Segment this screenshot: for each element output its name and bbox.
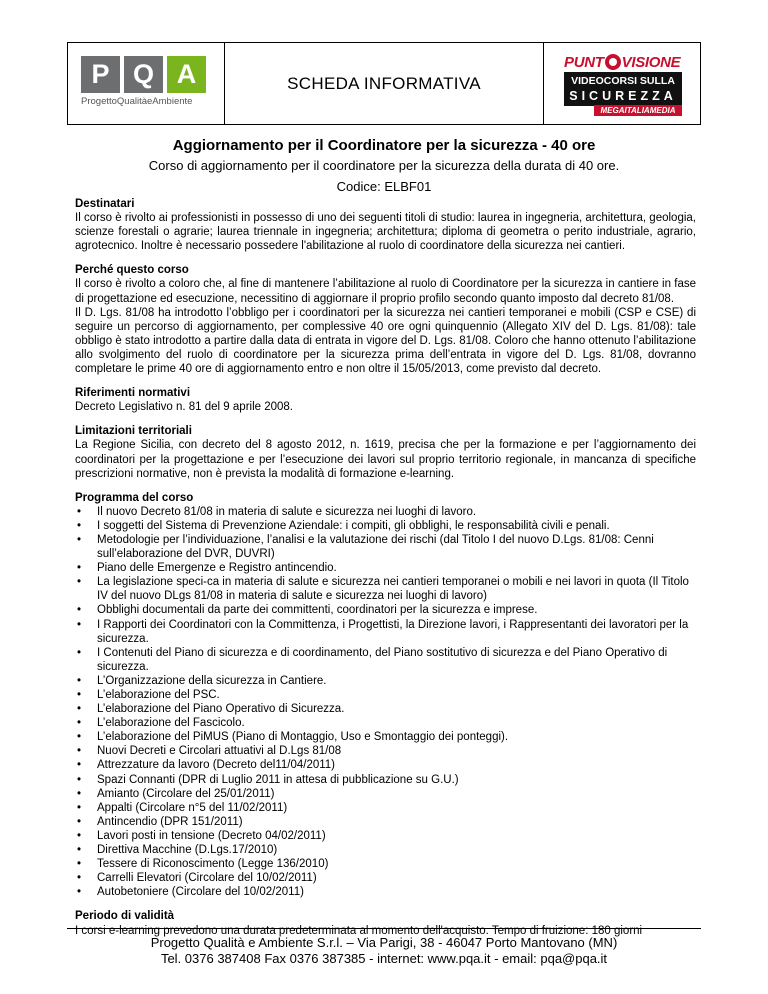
list-item: • Tessere di Riconoscimento (Legge 136/2010): [75, 857, 696, 871]
list-item: • L’Organizzazione della sicurezza in Cantiere.: [75, 674, 696, 688]
pqa-logo: [81, 56, 213, 112]
puntovisione-logo-box: [564, 72, 682, 106]
section-destinatari: [75, 197, 696, 253]
list-item: • Carrelli Elevatori (Circolare del 10/02/2011): [75, 871, 696, 885]
list-item: • L’elaborazione del Fascicolo.: [75, 716, 696, 730]
list-item: • L’elaborazione del Piano Operativo di Sicurezza.: [75, 702, 696, 716]
section-text: Decreto Legislativo n. 81 del 9 aprile 2008.: [75, 401, 294, 414]
section-limitazioni: [75, 424, 696, 480]
program-list: [75, 505, 696, 900]
list-item: • Antincendio (DPR 151/2011): [75, 815, 696, 829]
puntovisione-logo-cell: [543, 43, 700, 124]
puntovisione-logo-word-right: VISIONE: [621, 53, 681, 71]
pqa-logo-tagline: ProgettoQualitàeAmbiente: [81, 96, 193, 107]
pqa-logo-letter-p: P: [81, 56, 120, 93]
list-item: • Amianto (Circolare del 25/01/2011): [75, 787, 696, 801]
section-heading: Periodo di validità: [75, 910, 175, 923]
pqa-logo-letter-a: A: [167, 56, 206, 93]
section-heading: Programma del corso: [75, 491, 194, 504]
list-item: • I Contenuti del Piano di sicurezza e di coordinamento, del Piano sostitutivo di sicurezza e del Piano Operativo di sicurezza.: [75, 646, 696, 674]
list-item: • Attrezzature da lavoro (Decreto del11/04/2011): [75, 758, 696, 772]
document-subtitle: Corso di aggiornamento per il coordinatore per la sicurezza della durata di 40 ore.: [148, 158, 620, 173]
document-title: Aggiornamento per il Coordinatore per la sicurezza - 40 ore: [172, 137, 596, 154]
eye-icon: [605, 54, 621, 70]
section-text: Il corso è rivolto a coloro che, al fine di mantenere l’abilitazione al ruolo di Coordinatore per la sicurezza in cantiere in fase di progettazione ed esecuzione, necessitino di aggiornare il proprio profilo secondo quanto imposto dal decreto 81/08.: [75, 278, 696, 305]
list-item: • Il nuovo Decreto 81/08 in materia di salute e sicurezza nei luoghi di lavoro.: [75, 505, 696, 519]
puntovisione-logo-top: [564, 53, 682, 71]
section-heading: Destinatari: [75, 198, 135, 210]
footer-contacts: Tel. 0376 387408 Fax 0376 387385 - internet: www.pqa.it - email: pqa@pqa.it: [160, 951, 608, 966]
section-text: Il D. Lgs. 81/08 ha introdotto l’obbligo per i coordinatori per la sicurezza nei cantieri temporanei e mobili (CSP e CSE) di seguire un percorso di aggiornamento, per complessive 40 ore ogni quinquennio (Allegato XIV del D. Lgs. 81/08): tale obbligo è stato introdotto a partire dalla data di entrata in vigore del D. Lgs. 81/08. Coloro che hanno ottenuto l’abilitazione allo svolgimento del ruolo di coordinatore per la sicurezza prima dell’entrata in vigore del D. Lgs. 81/08, dovranno completare le prime 40 ore di aggiornamento entro e non oltre il 15/05/2013, come previsto dal decreto.: [75, 306, 696, 376]
footer-address: Progetto Qualità e Ambiente S.r.l. – Via Parigi, 38 - 46047 Porto Mantovano (MN): [150, 935, 618, 950]
list-item: • Autobetoniere (Circolare del 10/02/2011): [75, 885, 696, 899]
list-item: • L’elaborazione del PiMUS (Piano di Montaggio, Uso e Smontaggio dei ponteggi).: [75, 730, 696, 744]
section-text: Il corso è rivolto ai professionisti in possesso di uno dei seguenti titoli di studio: laurea in ingegneria, architettura, geologia, scienze forestali o agrarie; laurea triennale in ingegneria; architettura; diploma di geometra o perito industriale, agrario, agrotecnico. Inoltre è necessario possedere l'abilitazione al ruolo di coordinatore della sicurezza nei cantieri.: [75, 212, 696, 253]
section-heading: Perché questo corso: [75, 264, 189, 277]
puntovisione-logo-bottom: MEGAITALIAMEDIA: [594, 105, 682, 116]
header-box: [67, 42, 701, 125]
section-heading: Riferimenti normativi: [75, 387, 191, 400]
puntovisione-logo-line1: VIDEOCORSI SULLA: [571, 75, 675, 87]
section-programma: [75, 491, 696, 900]
puntovisione-logo: [564, 53, 682, 113]
section-text: I corsi e-learning prevedono una durata predeterminata al momento dell'acquisto. Tempo di fruizione: 180 giorni: [75, 924, 643, 937]
page-footer: [67, 928, 701, 967]
list-item: • Nuovi Decreti e Circolari attuativi al D.Lgs 81/08: [75, 744, 696, 758]
list-item: • Appalti (Circolare n°5 del 11/02/2011): [75, 801, 696, 815]
section-riferimenti: [75, 386, 696, 414]
pqa-logo-letter-q: Q: [124, 56, 163, 93]
section-heading: Limitazioni territoriali: [75, 425, 192, 438]
puntovisione-logo-word-left: PUNT: [564, 53, 604, 71]
header-title: SCHEDA INFORMATIVA: [287, 73, 481, 93]
list-item: • Direttiva Macchine (D.Lgs.17/2010): [75, 843, 696, 857]
list-item: • Obblighi documentali da parte dei committenti, coordinatori per la sicurezza e imprese.: [75, 603, 696, 617]
list-item: • Metodologie per l’individuazione, l’analisi e la valutazione dei rischi (dal Titolo I del nuovo D.Lgs. 81/08: Cenni sull’elaborazione del DVR, DUVRI): [75, 533, 696, 561]
list-item: • L’elaborazione del PSC.: [75, 688, 696, 702]
pqa-logo-cell: [68, 43, 225, 124]
list-item: • I soggetti del Sistema di Prevenzione Aziendale: i compiti, gli obblighi, le responsabilità civili e penali.: [75, 519, 696, 533]
list-item: • Spazi Connanti (DPR di Luglio 2011 in attesa di pubblicazione su G.U.): [75, 773, 696, 787]
puntovisione-logo-line2: SICUREZZA: [569, 89, 677, 103]
section-perche: [75, 263, 696, 376]
section-text: La Regione Sicilia, con decreto del 8 agosto 2012, n. 1619, precisa che per la formazione e per l’aggiornamento dei coordinatori per la progettazione e per l’esecuzione dei lavori sul proprio territorio regionale, in mancanza di specifiche prescrizioni normative, non è prevista la modalità di formazione e-learning.: [75, 439, 696, 480]
list-item: • La legislazione speci-ca in materia di salute e sicurezza nei cantieri temporanei o mobili e nei lavori in quota (Il Titolo IV del nuovo DLgs 81/08 in materia di salute e sicurezza nei luoghi di lavoro): [75, 575, 696, 603]
course-code: Codice: ELBF01: [336, 179, 432, 194]
document-body: [75, 197, 696, 948]
list-item: • Piano delle Emergenze e Registro antincendio.: [75, 561, 696, 575]
list-item: • Lavori posti in tensione (Decreto 04/02/2011): [75, 829, 696, 843]
list-item: • I Rapporti dei Coordinatori con la Committenza, i Progettisti, la Direzione lavori, i Rappresentanti dei lavoratori per la sicurezza.: [75, 618, 696, 646]
